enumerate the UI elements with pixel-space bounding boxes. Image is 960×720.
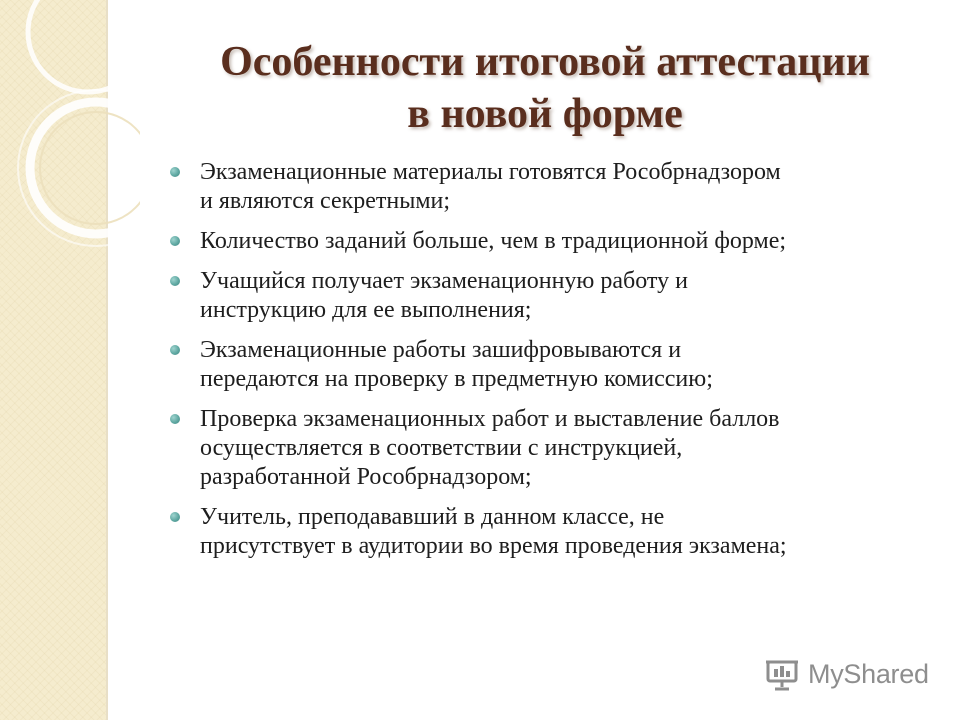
list-item [168,158,938,216]
decorative-rings [0,0,140,260]
list-item-text: Экзаменационные материалы готовятся Рособрнадзором и являются секретными; [200,159,781,214]
list-item [168,503,938,561]
bullet-dot-icon [170,167,180,177]
list-item-text: Количество заданий больше, чем в традиционной форме; [200,228,787,254]
list-item-text: Проверка экзаменационных работ и выставление баллов осуществляется в соответствии с инструкцией, разработанной Рособрнадзором; [200,406,780,490]
list-item [168,227,938,256]
watermark-logo [764,654,929,694]
bullet-dot-icon [170,414,180,424]
bullet-dot-icon [170,236,180,246]
slide-title [150,36,940,140]
list-item [168,405,938,492]
list-item-text: Учащийся получает экзаменационную работу и инструкцию для ее выполнения; [200,268,688,323]
bullet-dot-icon [170,512,180,522]
list-item [168,336,938,394]
bullet-list [168,158,938,572]
watermark-text: MyShared [808,658,929,689]
list-item-text: Учитель, преподававший в данном классе, не присутствует в аудитории во время проведения экзамена; [200,504,787,559]
title-line-2: в новой форме [407,91,683,137]
bullet-dot-icon [170,276,180,286]
list-item-text: Экзаменационные работы зашифровываются и передаются на проверку в предметную комиссию; [200,337,713,392]
presentation-board-icon [764,656,800,692]
list-item [168,267,938,325]
bullet-dot-icon [170,345,180,355]
title-line-1: Особенности итоговой аттестации [220,39,870,85]
